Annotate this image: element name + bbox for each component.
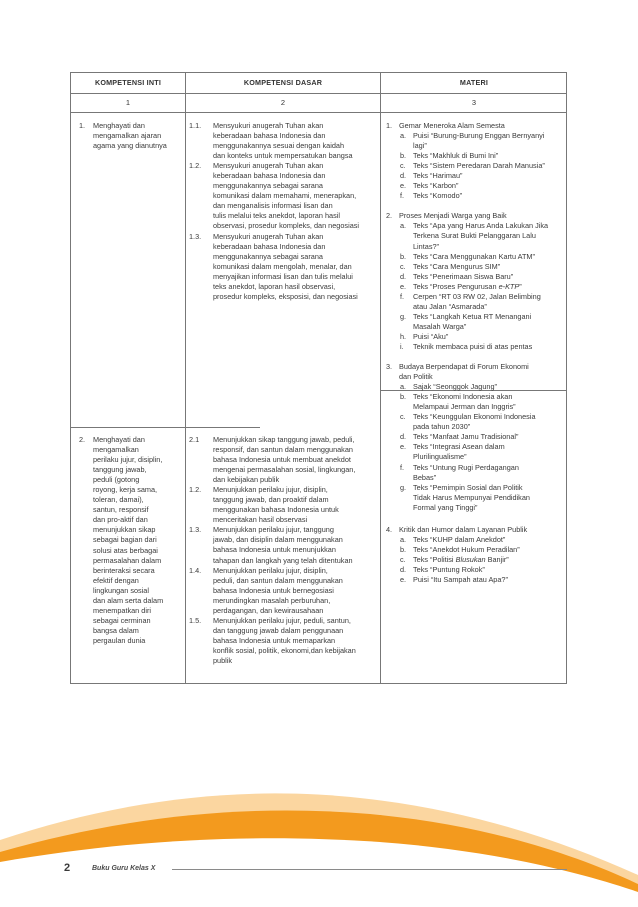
- item-text: Kritik dan Humor dalam Layanan Publik: [399, 524, 528, 534]
- item-number: 1.4.: [189, 565, 202, 575]
- item-text: Lintas?”: [413, 241, 439, 251]
- item-text: dan pro-aktif dan: [93, 515, 148, 525]
- item-text: tanggung jawab, dan proaktif dalam: [213, 495, 329, 505]
- item-text: Menunjukkan sikap tanggung jawab, peduli,: [213, 434, 355, 444]
- item-text: Plurilingualisme”: [413, 452, 467, 462]
- item-text: Mensyukuri anugerah Tuhan akan: [213, 121, 324, 130]
- item-text: Teks “Cara Mengurus SIM”: [413, 261, 501, 271]
- item-text: Teks “Makhluk di Bumi Ini”: [413, 151, 499, 161]
- kd-line: [189, 535, 379, 545]
- column-divider: [185, 73, 186, 683]
- materi-heading: [386, 211, 566, 221]
- ki-line: [79, 485, 183, 495]
- item-number: 1.3.: [189, 231, 202, 241]
- kd-line: [189, 151, 379, 161]
- item-number: 1.1.: [189, 121, 202, 130]
- kd-line: [189, 232, 379, 242]
- ki-line: [79, 121, 183, 131]
- ki-line: [79, 435, 183, 445]
- item-number: d.: [400, 432, 407, 442]
- materi-item: [386, 545, 566, 555]
- curriculum-table: [70, 72, 567, 684]
- footer-rule: [172, 869, 567, 870]
- kd-line: [189, 525, 379, 535]
- materi-heading: [386, 525, 566, 535]
- item-text: Teks “Ekonomi Indonesia akan: [413, 392, 513, 402]
- item-text: publik: [213, 655, 233, 665]
- kd-line: [189, 586, 379, 596]
- materi-item: [386, 483, 566, 493]
- kd-line: [189, 191, 379, 201]
- spacer: [386, 352, 566, 362]
- kd-line: [189, 606, 379, 616]
- materi-item: [386, 442, 566, 452]
- kd-line: [189, 161, 379, 171]
- item-number: d.: [400, 564, 407, 574]
- item-text: Sajak “Seonggok Jagung”: [413, 382, 497, 392]
- item-text: komunikasi dalam memahami, menerapkan,: [213, 191, 357, 201]
- item-text: menceritakan hasil observasi: [213, 515, 308, 525]
- ki-line: [79, 515, 183, 525]
- kd-line: [189, 455, 379, 465]
- item-number: f.: [400, 462, 405, 472]
- item-number: b.: [400, 151, 407, 161]
- decorative-footer-wave: [0, 780, 638, 907]
- item-text: Teks “Keunggulan Ekonomi Indonesia: [413, 412, 536, 422]
- item-number: d.: [400, 271, 407, 281]
- item-number: c.: [400, 161, 406, 171]
- item-number: 1.: [79, 121, 86, 130]
- item-number: b.: [400, 251, 407, 261]
- item-text: prosedur kompleks, eksposisi, dan negosiasi: [213, 291, 358, 301]
- kd-line: [189, 495, 379, 505]
- item-text: Masalah Warga”: [413, 321, 467, 331]
- materi-item: [386, 272, 566, 282]
- ki-line: [79, 556, 183, 566]
- item-number: a.: [400, 131, 407, 141]
- item-text: Teks “Pemimpin Sosial dan Politik: [413, 482, 523, 492]
- materi-item: [386, 392, 566, 402]
- kd-line: [189, 656, 379, 666]
- item-number: 1.3.: [189, 525, 202, 535]
- item-text: merundingkan masalah perburuhan,: [213, 595, 331, 605]
- item-text: pergaulan dunia: [93, 635, 146, 645]
- item-text: keberadaan bahasa Indonesia dan: [213, 131, 326, 141]
- kd-line: [189, 131, 379, 141]
- item-text: agama yang dianutnya: [93, 141, 167, 151]
- item-text: Teks “Manfaat Jamu Tradisional”: [413, 432, 519, 442]
- ki-line: [79, 586, 183, 596]
- item-text: Menunjukkan perilaku jujur, disiplin,: [213, 565, 328, 575]
- materi-column: [386, 121, 566, 585]
- kd-line: [189, 566, 379, 576]
- item-text: menempatkan diri: [93, 605, 151, 615]
- kd-line: [189, 121, 379, 131]
- materi-item: [386, 402, 566, 412]
- item-text: perdagangan, dan kewirausahaan: [213, 605, 324, 615]
- item-text: solusi atas berbagai: [93, 545, 158, 555]
- item-number: e.: [400, 442, 407, 452]
- item-text: Teks “Komodo”: [413, 191, 463, 201]
- kd-line: [189, 545, 379, 555]
- kd-line: [189, 272, 379, 282]
- item-text: dan tanggung jawab dalam penggunaan: [213, 625, 344, 635]
- spacer: [386, 201, 566, 211]
- item-text: menyajikan informasi lisan dan tulis melalui: [213, 271, 353, 281]
- ki-line: [79, 505, 183, 515]
- kd-line: [189, 636, 379, 646]
- item-number: c.: [400, 554, 406, 564]
- materi-item: [386, 473, 566, 483]
- item-text: Teks “Puntung Rokok”: [413, 564, 485, 574]
- item-text: Teks “Langkah Ketua RT Menangani: [413, 311, 532, 321]
- ki-line: [79, 535, 183, 545]
- item-text: tahapan dan langkah yang telah ditentukan: [213, 555, 353, 565]
- kompetensi-inti-column: [79, 121, 183, 646]
- item-text: lagi”: [413, 141, 427, 151]
- item-text: keberadaan bahasa Indonesia dan: [213, 241, 326, 251]
- kd-line: [189, 485, 379, 495]
- item-text: pada tahun 2030”: [413, 422, 471, 432]
- item-text: Teks “Apa yang Harus Anda Lakukan Jika: [413, 221, 549, 231]
- item-text: Gemar Meneroka Alam Semesta: [399, 121, 505, 130]
- item-text: bahasa Indonesia untuk memaparkan: [213, 635, 336, 645]
- item-text: dan menganalisis informasi lisan dan: [213, 201, 333, 211]
- kd-line: [189, 292, 379, 302]
- ki-line: [79, 566, 183, 576]
- kd-line: [189, 465, 379, 475]
- item-text: Teks “Untung Rugi Perdagangan: [413, 462, 519, 472]
- item-text: keberadaan bahasa Indonesia dan: [213, 171, 326, 181]
- ki-line: [79, 606, 183, 616]
- item-text: teks anekdot, laporan hasil observasi,: [213, 281, 336, 291]
- header-kompetensi-inti: KOMPETENSI INTI: [94, 78, 162, 87]
- item-text: menunjukkan sikap: [93, 525, 156, 535]
- materi-item: [386, 463, 566, 473]
- kd-line: [189, 282, 379, 292]
- item-text: bahasa Indonesia untuk menunjukkan: [213, 545, 336, 555]
- column-divider: [380, 73, 381, 683]
- item-number: d.: [400, 171, 407, 181]
- materi-item: [386, 342, 566, 352]
- item-text: peduli (gotong: [93, 475, 140, 485]
- item-number: g.: [400, 482, 407, 492]
- item-text: efektif dengan: [93, 575, 139, 585]
- spacer: [386, 513, 566, 525]
- item-text: komunikasi dalam mengolah, menalar, dan: [213, 261, 352, 271]
- item-text: menggunakannya sebagai sarana: [213, 181, 323, 191]
- item-text: dan alam serta dalam: [93, 595, 164, 605]
- item-text: Melampaui Jerman dan Inggris”: [413, 402, 516, 412]
- item-text: tanggung jawab,: [93, 465, 147, 475]
- kd-line: [189, 646, 379, 656]
- materi-heading: [386, 372, 566, 382]
- ki-line: [79, 525, 183, 535]
- item-text: tulis melalui teks anekdot, laporan hasil: [213, 211, 340, 221]
- item-text: Teks “Cara Menggunakan Kartu ATM”: [413, 251, 535, 261]
- item-text: santun, responsif: [93, 505, 149, 515]
- materi-item: [386, 382, 566, 392]
- ki-line: [79, 576, 183, 586]
- materi-item: [386, 432, 566, 442]
- item-text: mengamalkan: [93, 445, 139, 455]
- materi-item: [386, 262, 566, 272]
- item-text: menggunakannya sesuai dengan kaidah: [213, 141, 345, 151]
- item-number: c.: [400, 261, 406, 271]
- materi-item: [386, 412, 566, 422]
- item-text: toleran, damai),: [93, 495, 144, 505]
- item-text: bahasa Indonesia untuk membuat anekdot: [213, 455, 351, 465]
- item-text: Menunjukkan perilaku jujur, tanggung: [213, 525, 334, 535]
- item-text: Cerpen “RT 03 RW 02, Jalan Belimbing: [413, 291, 541, 301]
- kd-line: [189, 616, 379, 626]
- item-text: royong, kerja sama,: [93, 485, 158, 495]
- kd-line: [189, 435, 379, 445]
- item-number: b.: [400, 392, 407, 402]
- item-text: responsif, dan santun dalam menggunakan: [213, 444, 353, 454]
- item-text: observasi, prosedur kompleks, dan negosiasi: [213, 221, 360, 231]
- item-text: menggunakannya sebagai sarana: [213, 251, 323, 261]
- item-number: 2.: [79, 434, 86, 444]
- ki-line: [79, 455, 183, 465]
- kompetensi-dasar-column: [189, 121, 379, 666]
- item-text: Teks “Politisi Blusukan Banjir”: [413, 554, 509, 564]
- materi-heading: [386, 121, 566, 131]
- materi-item: [386, 535, 566, 545]
- header-materi: MATERI: [459, 78, 489, 87]
- item-text: jawab, dan disiplin dalam menggunakan: [213, 535, 343, 545]
- item-text: Teks “Proses Pengurusan e-KTP”: [413, 281, 522, 291]
- item-text: Puisi “Aku”: [413, 331, 449, 341]
- materi-item: [386, 231, 566, 241]
- materi-item: [386, 422, 566, 432]
- book-title: Buku Guru Kelas X: [92, 865, 156, 872]
- item-text: Puisi “Itu Sampah atau Apa?”: [413, 574, 508, 584]
- item-text: bahasa Indonesia untuk bernegosiasi: [213, 585, 334, 595]
- column-number: 3: [471, 98, 477, 107]
- item-text: Formal yang Tinggi”: [413, 502, 478, 512]
- item-text: Tidak Harus Mempunyai Pendidikan: [413, 492, 530, 502]
- kd-line: [189, 141, 379, 151]
- ki-line: [79, 626, 183, 636]
- item-text: permasalahan dalam: [93, 555, 162, 565]
- materi-item: [386, 221, 566, 231]
- materi-item: [386, 503, 566, 513]
- materi-item: [386, 131, 566, 141]
- item-text: Teks “Karbon”: [413, 181, 459, 191]
- kd-line: [189, 181, 379, 191]
- item-number: f.: [400, 191, 405, 201]
- spacer: [79, 151, 183, 435]
- item-text: bangsa dalam: [93, 625, 139, 635]
- item-number: g.: [400, 311, 407, 321]
- item-number: a.: [400, 221, 407, 231]
- materi-item: [386, 493, 566, 503]
- materi-item: [386, 292, 566, 302]
- item-text: sebagai cerminan: [93, 615, 151, 625]
- materi-item: [386, 181, 566, 191]
- ki-line: [79, 596, 183, 606]
- column-number: 1: [125, 98, 131, 107]
- materi-item: [386, 282, 566, 292]
- kd-line: [189, 475, 379, 485]
- item-text: sebagai bagian dari: [93, 535, 157, 545]
- item-text: mengamalkan ajaran: [93, 131, 162, 141]
- item-number: i.: [400, 341, 404, 351]
- materi-heading: [386, 362, 566, 372]
- kd-line: [189, 252, 379, 262]
- item-text: Teks “Anekdot Hukum Peradilan”: [413, 544, 520, 554]
- kd-line: [189, 596, 379, 606]
- materi-item: [386, 161, 566, 171]
- item-text: Teks “Harimau”: [413, 171, 463, 181]
- item-number: e.: [400, 181, 407, 191]
- kd-line: [189, 576, 379, 586]
- item-text: Menghayati dan: [93, 121, 145, 130]
- item-number: e.: [400, 574, 407, 584]
- item-text: Proses Menjadi Warga yang Baik: [399, 211, 507, 221]
- item-text: Mensyukuri anugerah Tuhan akan: [213, 161, 324, 171]
- item-number: e.: [400, 281, 407, 291]
- kd-line: [189, 445, 379, 455]
- item-text: konflik sosial, politik, ekonomi,dan kebijakan: [213, 645, 356, 655]
- column-number: 2: [280, 98, 286, 107]
- item-text: berinteraksi secara: [93, 565, 155, 575]
- item-text: dan konteks untuk mempersatukan bangsa: [213, 151, 353, 161]
- item-number: a.: [400, 382, 407, 392]
- materi-item: [386, 565, 566, 575]
- kd-line: [189, 221, 379, 231]
- item-text: lingkungan sosial: [93, 585, 149, 595]
- item-number: 2.1: [189, 434, 200, 444]
- item-number: 1.5.: [189, 615, 202, 625]
- ki-line: [79, 445, 183, 455]
- ki-line: [79, 131, 183, 141]
- item-text: Menghayati dan: [93, 434, 145, 444]
- ki-line: [79, 616, 183, 626]
- kd-line: [189, 262, 379, 272]
- spacer: [189, 302, 379, 435]
- materi-item: [386, 332, 566, 342]
- materi-item: [386, 171, 566, 181]
- item-number: 1.2.: [189, 161, 202, 171]
- ki-line: [79, 546, 183, 556]
- item-text: Teks “Sistem Peredaran Darah Manusia”: [413, 161, 545, 171]
- item-text: atau Jalan “Asmarada”: [413, 301, 487, 311]
- kd-line: [189, 242, 379, 252]
- ki-line: [79, 141, 183, 151]
- materi-item: [386, 575, 566, 585]
- item-text: Menunjukkan perilaku jujur, peduli, santun,: [213, 615, 351, 625]
- item-text: Terkena Surat Bukti Pelanggaran Lalu: [413, 231, 536, 241]
- item-number: h.: [400, 331, 407, 341]
- item-text: perilaku jujur, disiplin,: [93, 455, 163, 465]
- item-text: Teks “KUHP dalam Anekdot”: [413, 534, 506, 544]
- item-text: dan kebijakan publik: [213, 475, 280, 485]
- kd-line: [189, 556, 379, 566]
- materi-item: [386, 452, 566, 462]
- item-number: 1.: [386, 121, 393, 130]
- item-text: Mensyukuri anugerah Tuhan akan: [213, 231, 324, 241]
- item-text: mengenai permasalahan sosial, lingkungan,: [213, 465, 356, 475]
- item-text: Menunjukkan perilaku jujur, disiplin,: [213, 485, 328, 495]
- ki-line: [79, 636, 183, 646]
- item-text: peduli, dan santun dalam menggunakan: [213, 575, 343, 585]
- item-number: a.: [400, 534, 407, 544]
- item-text: Budaya Berpendapat di Forum Ekonomi: [399, 362, 529, 372]
- kd-line: [189, 211, 379, 221]
- kd-line: [189, 626, 379, 636]
- header-kompetensi-dasar: KOMPETENSI DASAR: [243, 78, 323, 87]
- ki-line: [79, 475, 183, 485]
- materi-item: [386, 302, 566, 312]
- item-text: menggunakan bahasa Indonesia untuk: [213, 505, 339, 515]
- item-number: 3.: [386, 362, 393, 372]
- item-text: Teks “Penerimaan Siswa Baru”: [413, 271, 514, 281]
- materi-item: [386, 322, 566, 332]
- item-number: c.: [400, 412, 406, 422]
- materi-item: [386, 242, 566, 252]
- materi-item: [386, 252, 566, 262]
- item-text: Teks “Integrasi Asean dalam: [413, 442, 505, 452]
- materi-item: [386, 141, 566, 151]
- item-number: 2.: [386, 211, 393, 221]
- item-number: 1.2.: [189, 485, 202, 495]
- ki-line: [79, 465, 183, 475]
- kd-line: [189, 171, 379, 181]
- kd-line: [189, 505, 379, 515]
- ki-line: [79, 495, 183, 505]
- item-number: 4.: [386, 524, 393, 534]
- item-number: f.: [400, 291, 405, 301]
- item-text: Puisi “Burung-Burung Enggan Bernyanyi: [413, 131, 545, 141]
- page-number: 2: [64, 862, 71, 874]
- item-text: dan Politik: [399, 372, 433, 382]
- materi-item: [386, 151, 566, 161]
- materi-item: [386, 555, 566, 565]
- materi-item: [386, 312, 566, 322]
- kd-line: [189, 515, 379, 525]
- item-text: Teknik membaca puisi di atas pentas: [413, 341, 533, 351]
- materi-item: [386, 191, 566, 201]
- item-number: b.: [400, 544, 407, 554]
- item-text: Bebas”: [413, 472, 437, 482]
- kd-line: [189, 201, 379, 211]
